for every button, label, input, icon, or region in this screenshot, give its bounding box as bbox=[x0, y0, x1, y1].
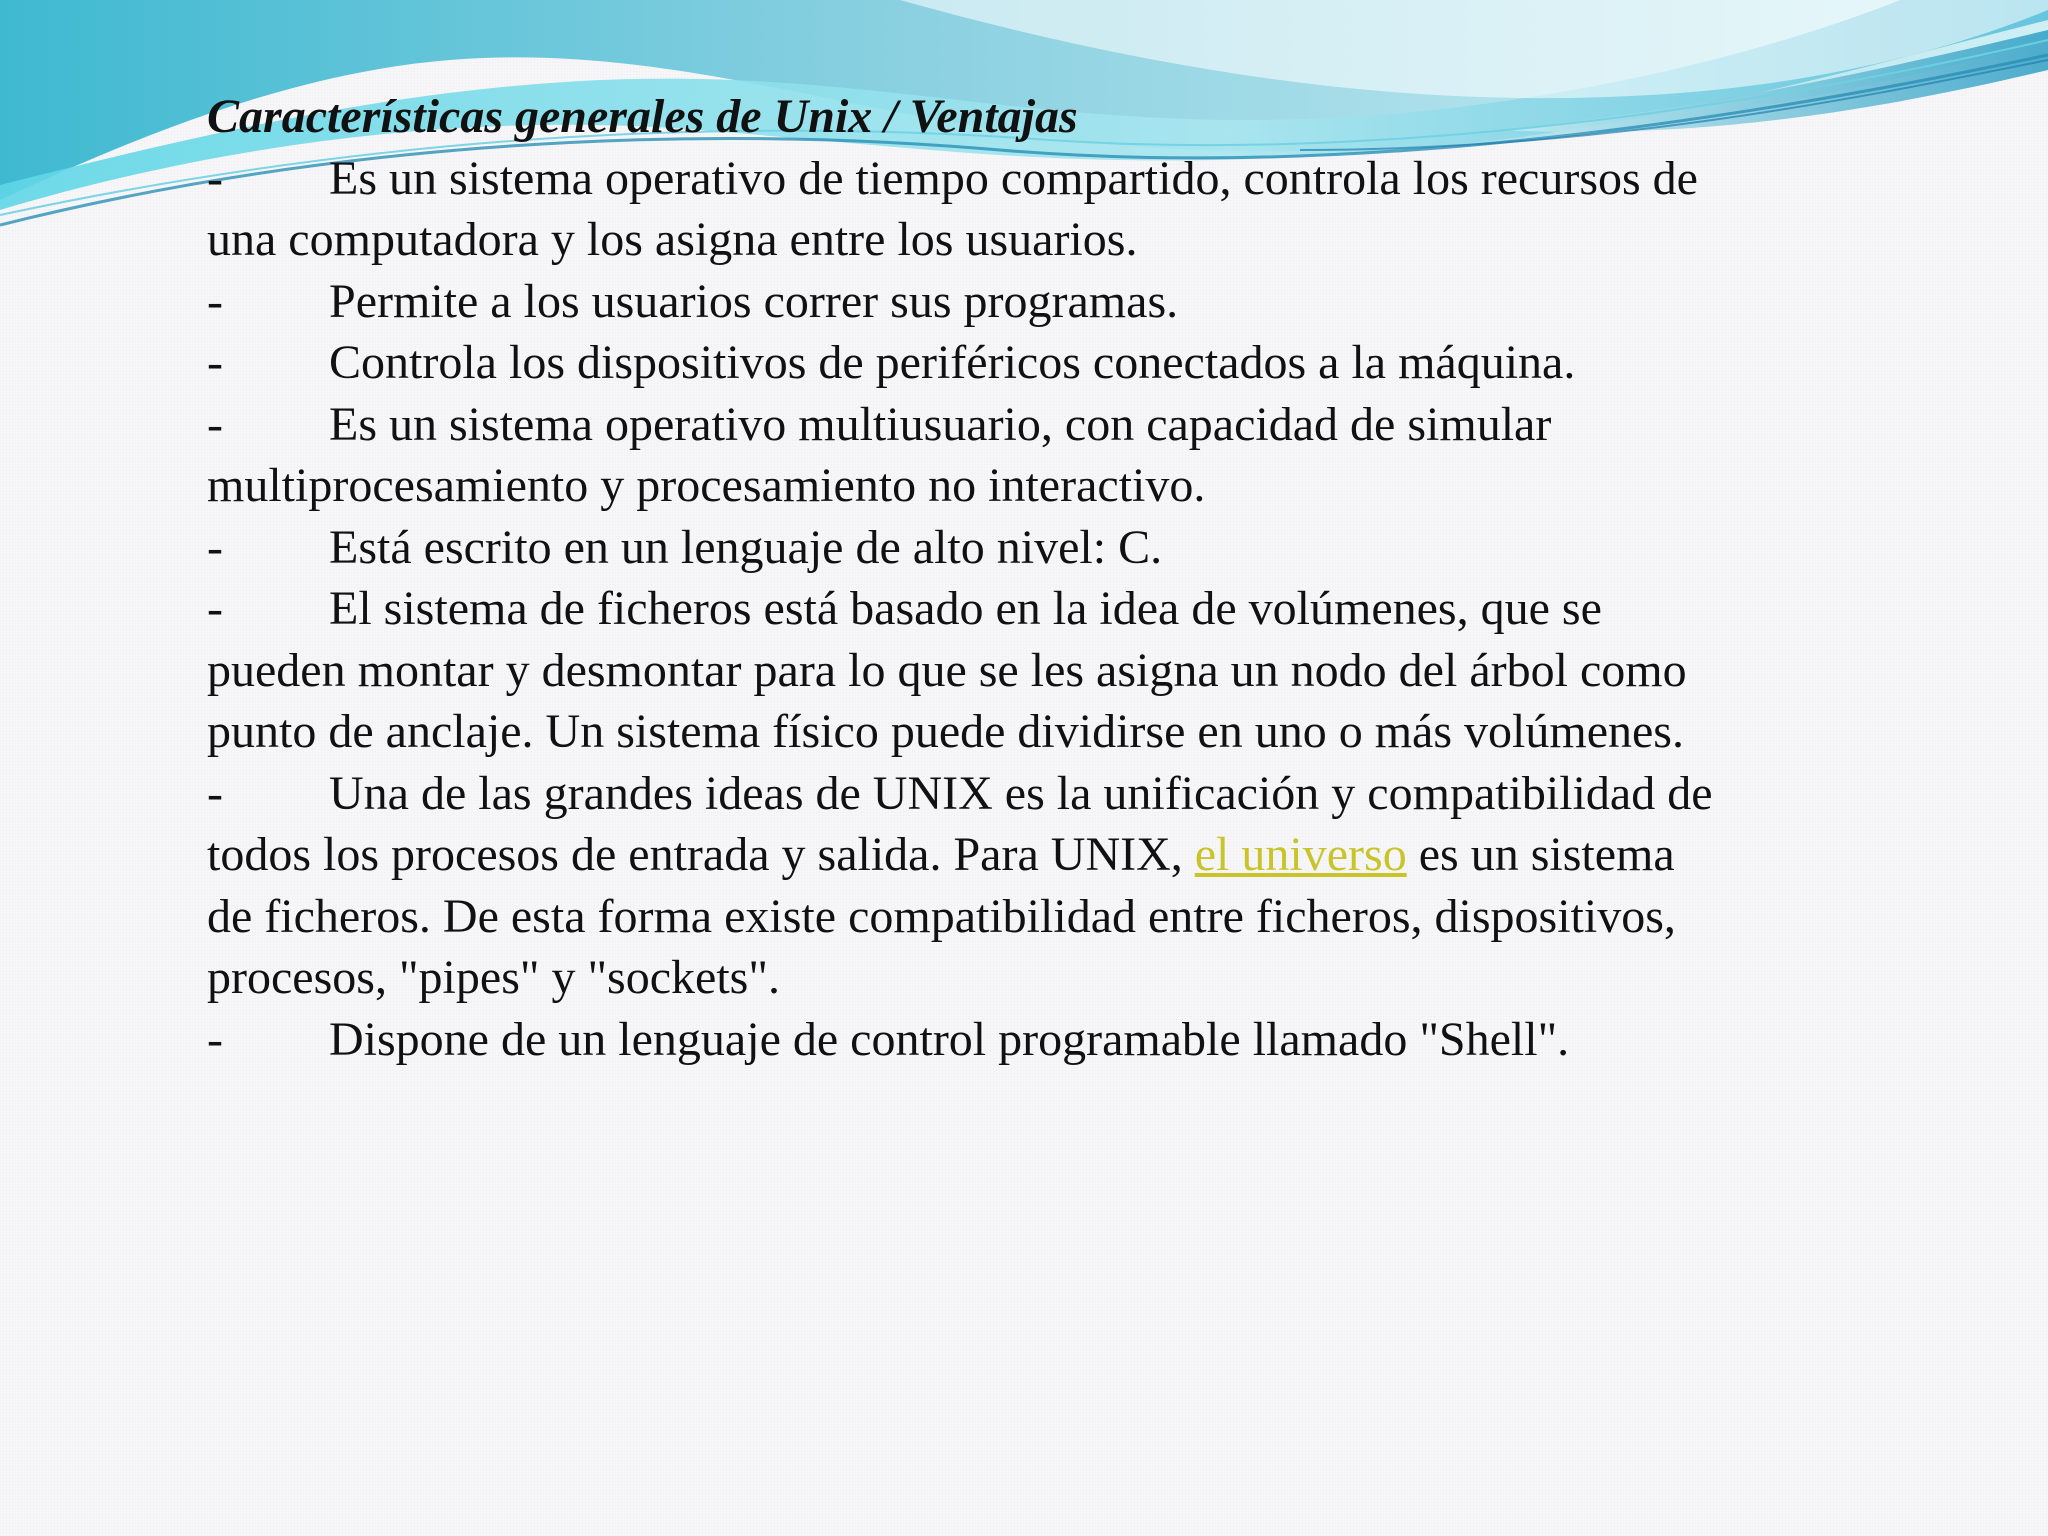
bullet-dash: - bbox=[207, 582, 223, 635]
list-item-text: Permite a los usuarios correr sus programas. bbox=[329, 274, 1179, 328]
list-item-text: Está escrito en un lenguaje de alto nivel: C. bbox=[329, 520, 1163, 574]
bullet-dash: - bbox=[207, 520, 223, 574]
slide-body bbox=[207, 86, 1727, 1070]
slide-title: Características generales de Unix / Ventajas bbox=[207, 90, 1078, 143]
bullet-dash: - bbox=[207, 1012, 223, 1066]
list-item-text-before-link: Una de las grandes ideas de UNIX es la unificación y compatibilidad de todos los procesos de entrada y salida. Para UNIX, bbox=[207, 766, 1713, 881]
list-item-text-after-link: es un sistema de ficheros. De esta forma existe compatibilidad entre ficheros, dispositivos, procesos, "pipes" y "sockets". bbox=[207, 828, 1676, 1004]
list-item-text: Dispone de un lenguaje de control programable llamado "Shell". bbox=[329, 1012, 1570, 1066]
bullet-dash: - bbox=[207, 274, 223, 328]
list-item-text: El sistema de ficheros está basado en la idea de volúmenes, que se pueden montar y desmontar para lo que se les asigna un nodo del árbol como punto de anclaje. Un sistema físico puede dividirse en uno o más volúmenes. bbox=[207, 582, 1687, 758]
list-item-unix-universe bbox=[207, 763, 1727, 1009]
list-item-text: Es un sistema operativo multiusuario, con capacidad de simular multiprocesamiento y procesamiento no interactivo. bbox=[207, 397, 1552, 512]
list-item bbox=[207, 517, 1727, 579]
list-item bbox=[207, 394, 1727, 517]
list-item-text: Controla los dispositivos de periféricos conectados a la máquina. bbox=[329, 336, 1576, 389]
bullet-dash: - bbox=[207, 766, 223, 820]
list-item bbox=[207, 148, 1727, 271]
list-item bbox=[207, 1009, 1727, 1071]
bullet-dash: - bbox=[207, 151, 223, 205]
bullet-dash: - bbox=[207, 336, 223, 389]
el-universo-link[interactable]: el universo bbox=[1194, 828, 1407, 881]
list-item-text: Es un sistema operativo de tiempo compartido, controla los recursos de una computadora y los asigna entre los usuarios. bbox=[207, 151, 1698, 266]
list-item bbox=[207, 271, 1727, 333]
bullet-dash: - bbox=[207, 397, 223, 451]
list-item bbox=[207, 332, 1727, 394]
list-item bbox=[207, 578, 1727, 763]
